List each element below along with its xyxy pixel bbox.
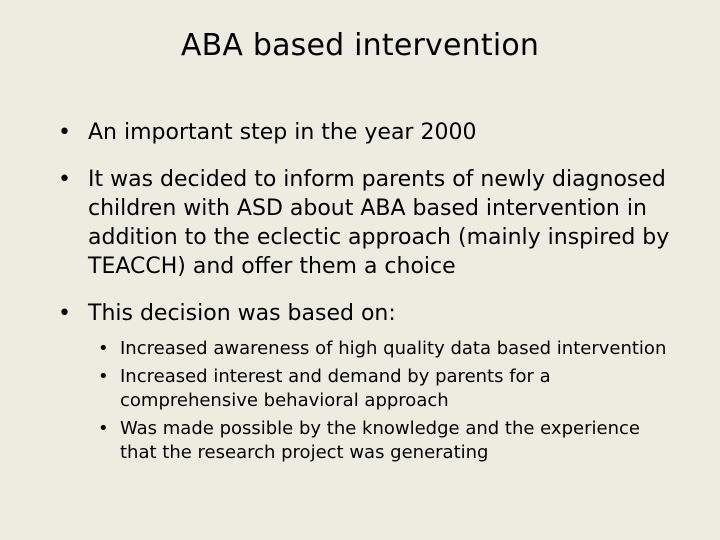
bullet-item <box>58 165 678 281</box>
sub-bullet-marker: • <box>98 338 109 359</box>
sub-bullet-marker: • <box>98 418 109 439</box>
bullet-text: It was decided to inform parents of newly diagnosed children with ASD about ABA based intervention in addition to the eclectic approach (mainly inspired by TEACCH) and offer them a choice <box>88 167 670 279</box>
bullet-marker: • <box>58 301 71 326</box>
sub-bullet-item <box>88 337 678 361</box>
sub-bullet-item <box>88 365 678 413</box>
bullet-item <box>58 118 678 147</box>
sub-bullet-list <box>88 337 678 465</box>
sub-bullet-item <box>88 417 678 465</box>
bullet-item <box>58 299 678 465</box>
slide-title: ABA based intervention <box>180 28 540 63</box>
sub-bullet-text: Was made possible by the knowledge and the experience that the research project was generating <box>120 418 640 463</box>
sub-bullet-marker: • <box>98 366 109 387</box>
bullet-text: An important step in the year 2000 <box>88 120 477 145</box>
bullet-list <box>58 118 678 483</box>
sub-bullet-text: Increased interest and demand by parents for a comprehensive behavioral approach <box>120 366 551 411</box>
bullet-marker: • <box>58 120 71 145</box>
bullet-marker: • <box>58 167 71 192</box>
bullet-text: This decision was based on: <box>88 301 396 326</box>
sub-bullet-text: Increased awareness of high quality data based intervention <box>120 338 667 359</box>
